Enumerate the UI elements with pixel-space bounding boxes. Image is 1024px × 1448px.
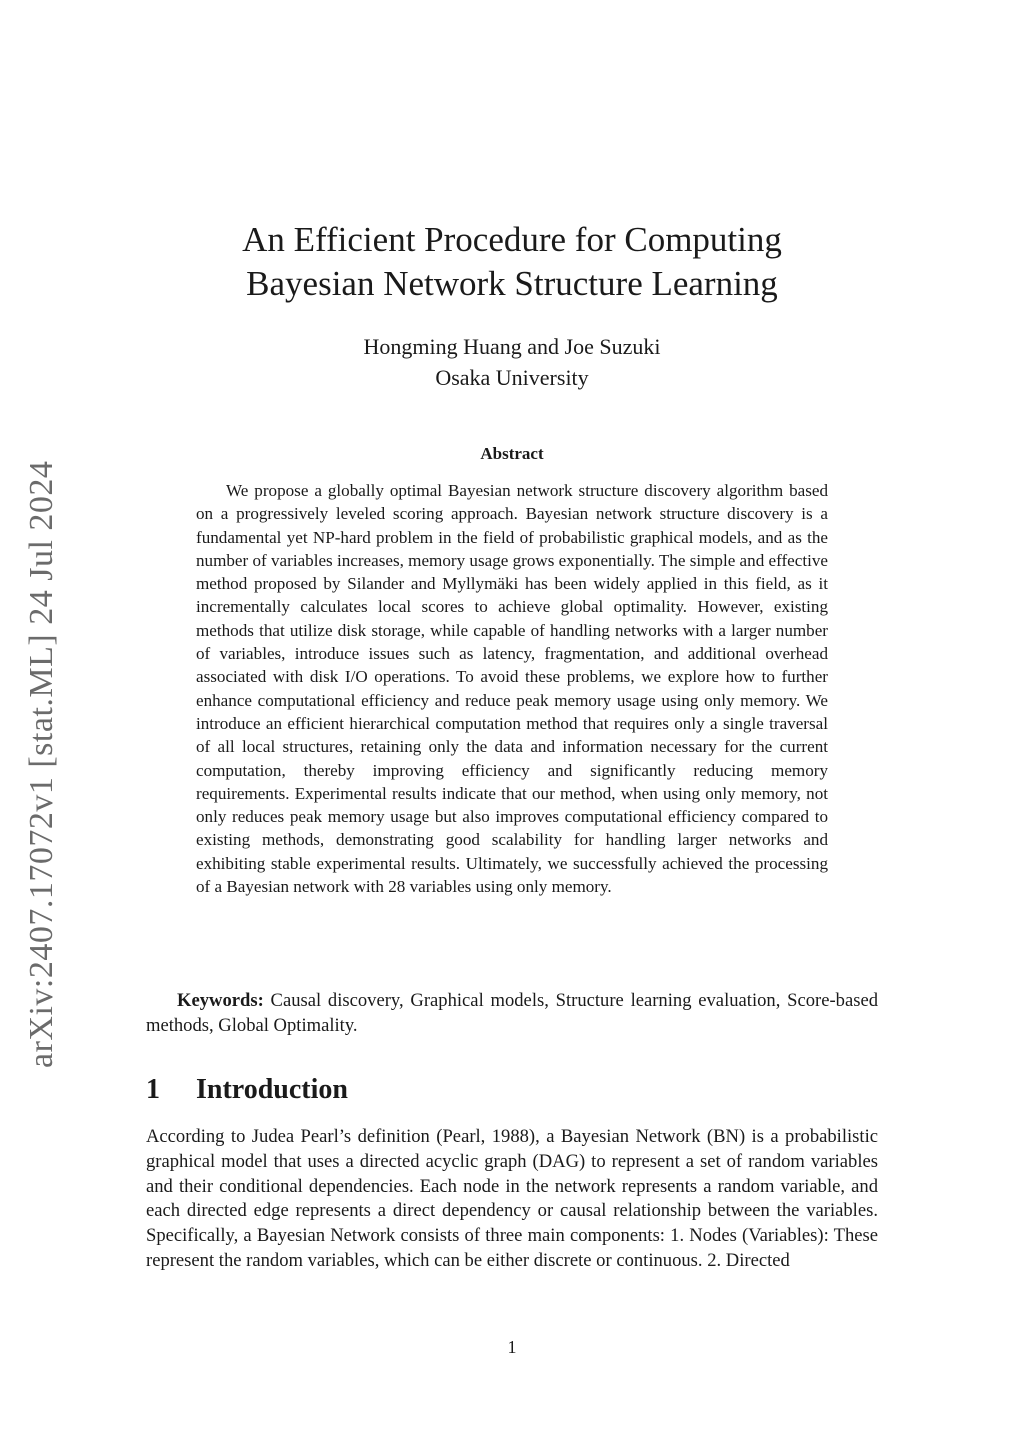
paper-title <box>0 218 1024 306</box>
author-block <box>0 331 1024 393</box>
abstract-heading: Abstract <box>480 444 544 463</box>
abstract-text: We propose a globally optimal Bayesian network structure discovery algorithm based on a progressively leveled scoring approach. Bayesian network structure discovery is a fundamental yet NP-hard problem in the field of probabilistic graphical models, and as the number of variables increases, memory usage grows exponentially. The simple and effective method proposed by Silander and Myllymäki has been widely applied in this field, as it incrementally calculates local scores to achieve global optimality. However, existing methods that utilize disk storage, while capable of handling networks with a larger number of variables, introduce issues such as latency, fragmentation, and additional overhead associated with disk I/O operations. To avoid these problems, we explore how to further enhance computational efficiency and reduce peak memory usage using only memory. We introduce an efficient hierarchical computation method that requires only a single traversal of all local structures, retaining only the data and information necessary for the current computation, thereby improving efficiency and significantly reducing memory requirements. Experimental results indicate that our method, when using only memory, not only reduces peak memory usage but also improves computational efficiency compared to existing methods, demonstrating good scalability for handling larger networks and exhibiting stable experimental results. Ultimately, we successfully achieved the processing of a Bayesian network with 28 variables using only memory. <box>196 481 828 897</box>
section-number: 1 <box>146 1074 160 1105</box>
keywords-text: Causal discovery, Graphical models, Structure learning evaluation, Score-based methods, Global Optimality. <box>146 990 878 1036</box>
author-names: Hongming Huang and Joe Suzuki <box>363 334 661 359</box>
paper-title-line-2: Bayesian Network Structure Learning <box>246 264 778 303</box>
arxiv-identifier-stamp: arXiv:2407.17072v1 [stat.ML] 24 Jul 2024 <box>23 460 60 1068</box>
author-affiliation: Osaka University <box>435 365 589 390</box>
keywords-paragraph <box>146 988 878 1038</box>
page-number: 1 <box>507 1337 517 1357</box>
keywords-label: Keywords: <box>177 990 264 1011</box>
section-heading-introduction <box>146 1072 348 1108</box>
introduction-text: According to Judea Pearl’s definition (Pearl, 1988), a Bayesian Network (BN) is a probabilistic graphical model that uses a directed acyclic graph (DAG) to represent a set of random variables and their conditional dependencies. Each node in the network represents a random variable, and each directed edge represents a direct dependency or causal relationship between the variables. Specifically, a Bayesian Network consists of three main components: 1. Nodes (Variables): These represent the random variables, which can be either discrete or continuous. 2. Directed <box>146 1126 878 1271</box>
section-title: Introduction <box>196 1074 348 1105</box>
paper-title-line-1: An Efficient Procedure for Computing <box>242 220 782 259</box>
